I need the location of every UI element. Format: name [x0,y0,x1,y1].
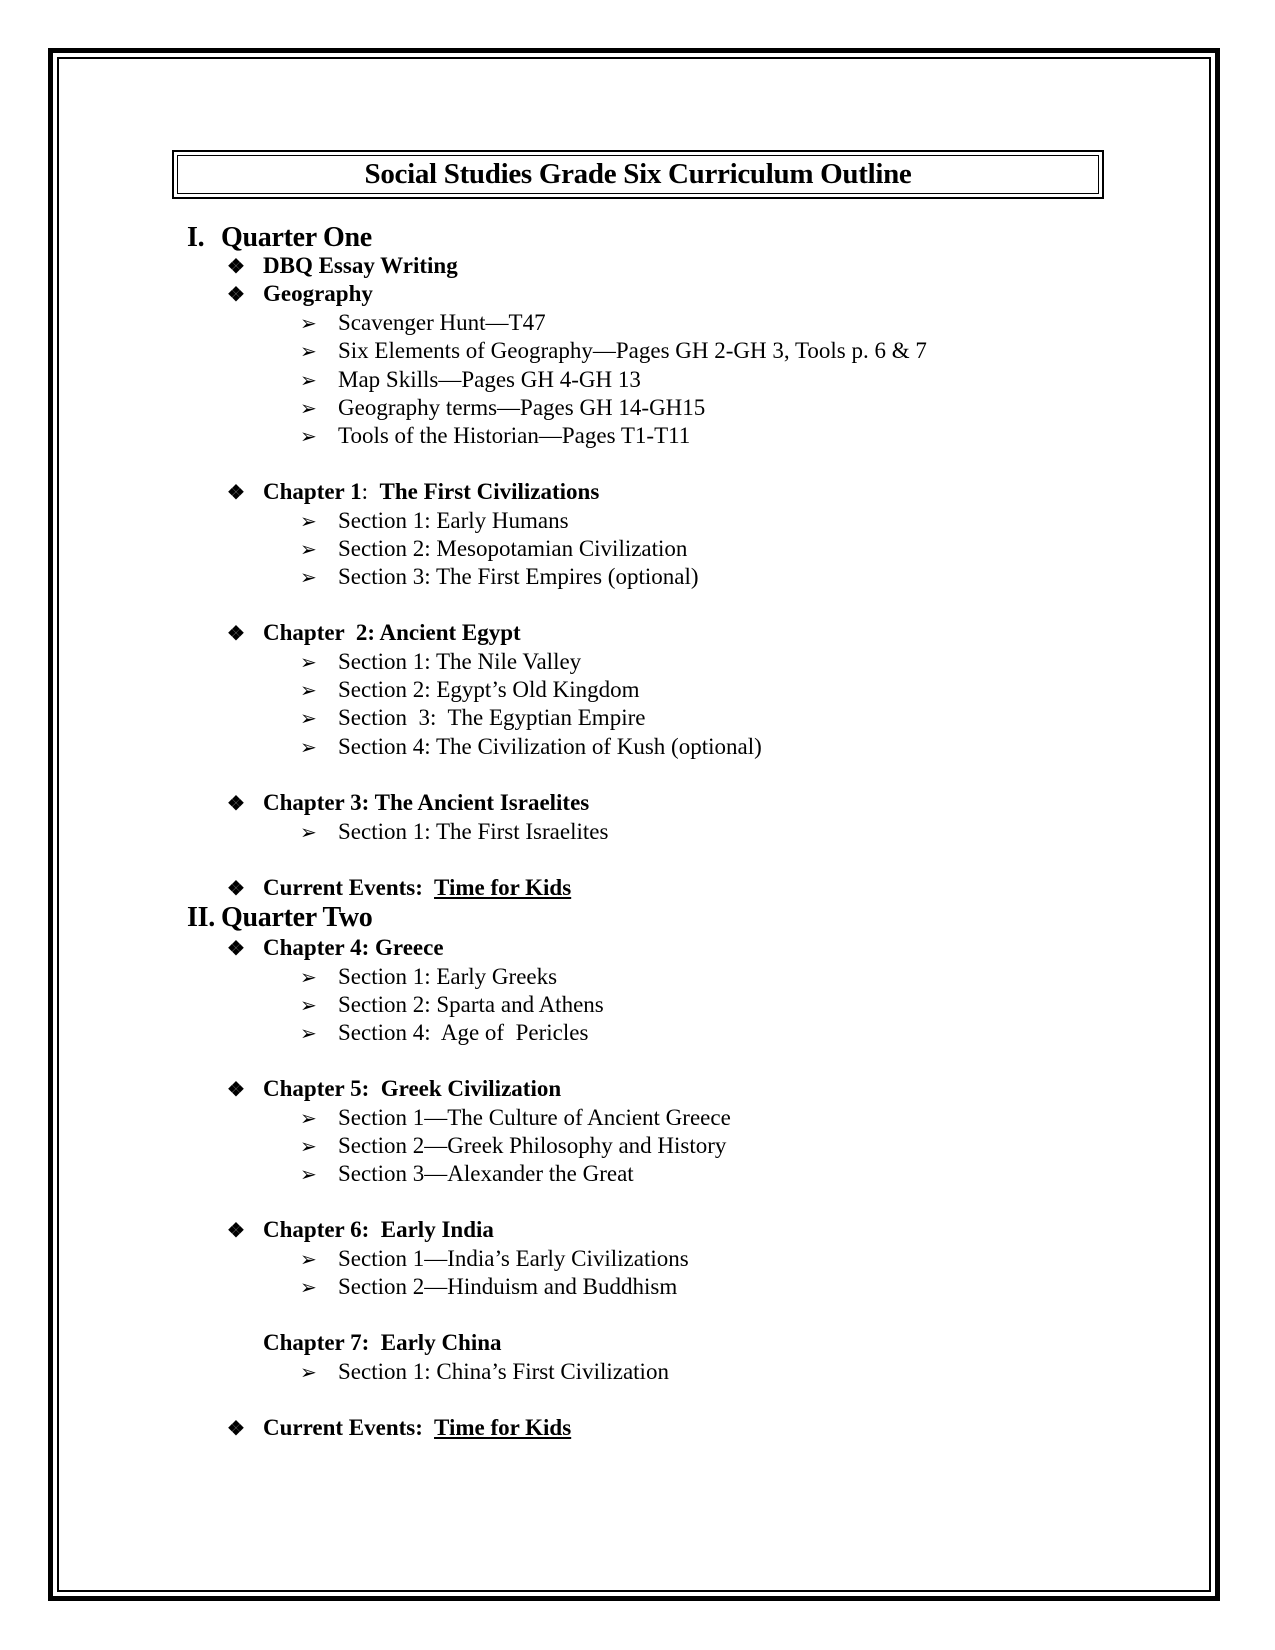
chapter-title: The First Civilizations [379,479,600,504]
list-item [300,1247,689,1270]
arrow-bullet-icon: ➢ [300,1108,317,1130]
diamond-bullet-icon: ❖ [227,623,245,645]
item-text: Section 4: The Civilization of Kush (optional) [338,734,762,759]
list-item [300,735,762,758]
item-text: Section 2—Hinduism and Buddhism [338,1274,678,1299]
list-item [300,311,546,334]
item-text: Section 3: The First Empires (optional) [338,564,699,589]
chapter-separator: : [361,479,380,504]
chapter-2-heading [227,621,521,644]
quarter-one-heading [187,224,372,252]
arrow-bullet-icon: ➢ [300,1164,317,1186]
arrow-bullet-icon: ➢ [300,567,317,589]
list-item [300,368,641,391]
chapter-label: Chapter 4: Greece [263,935,444,960]
chapter-3-heading [227,791,589,814]
diamond-bullet-icon: ❖ [227,1220,245,1242]
item-text: Section 2: Mesopotamian Civilization [338,536,688,561]
list-item [300,1021,588,1044]
item-text: Geography terms—Pages GH 14-GH15 [338,395,706,420]
diamond-bullet-icon: ❖ [227,878,245,900]
chapter-label: Chapter 5: Greek Civilization [263,1076,562,1101]
item-text: Section 1: The Nile Valley [338,649,582,674]
chapter-label: Chapter 7: Early China [263,1330,502,1355]
chapter-label: Chapter 2: Ancient Egypt [263,620,521,645]
item-text: Section 1: China’s First Civilization [338,1359,669,1384]
arrow-bullet-icon: ➢ [300,511,317,533]
item-text: Section 1—India’s Early Civilizations [338,1246,689,1271]
topic-label: DBQ Essay Writing [263,253,458,278]
item-text: Section 2: Egypt’s Old Kingdom [338,677,640,702]
list-item [300,706,645,729]
item-text: Tools of the Historian—Pages T1-T11 [338,423,691,448]
chapter-label: Chapter 6: Early India [263,1217,494,1242]
quarter-numeral: II. [187,902,215,933]
item-text: Scavenger Hunt—T47 [338,310,546,335]
item-text: Section 1: Early Greeks [338,964,558,989]
quarter-label: Quarter One [221,222,372,253]
list-item [300,339,927,362]
topic-dbq [227,254,458,277]
list-item [300,965,557,988]
arrow-bullet-icon: ➢ [300,967,317,989]
title-box [172,150,1104,199]
arrow-bullet-icon: ➢ [300,1277,317,1299]
item-text: Section 2—Greek Philosophy and History [338,1133,727,1158]
item-text: Section 1: Early Humans [338,508,569,533]
arrow-bullet-icon: ➢ [300,708,317,730]
list-item [300,565,699,588]
topic-label: Geography [263,281,373,306]
arrow-bullet-icon: ➢ [300,313,317,335]
arrow-bullet-icon: ➢ [300,426,317,448]
current-events-q2 [227,1416,571,1439]
arrow-bullet-icon: ➢ [300,398,317,420]
arrow-bullet-icon: ➢ [300,370,317,392]
list-item [300,1162,634,1185]
list-item [300,424,690,447]
diamond-bullet-icon: ❖ [227,256,245,278]
diamond-bullet-icon: ❖ [227,1079,245,1101]
item-text: Section 1: The First Israelites [338,819,609,844]
quarter-numeral: I. [187,222,205,253]
item-text: Section 3—Alexander the Great [338,1161,634,1186]
list-item [300,650,581,673]
item-text: Section 4: Age of Pericles [338,1020,589,1045]
current-events-q1 [227,876,571,899]
chapter-label: Chapter 3: The Ancient Israelites [263,790,590,815]
chapter-5-heading [227,1077,561,1100]
arrow-bullet-icon: ➢ [300,1362,317,1384]
list-item [300,537,687,560]
item-text: Six Elements of Geography—Pages GH 2-GH 3, Tools p. 6 & 7 [338,338,927,363]
time-for-kids-title: Time for Kids [434,875,572,900]
arrow-bullet-icon: ➢ [300,680,317,702]
diamond-bullet-icon: ❖ [227,938,245,960]
time-for-kids-title: Time for Kids [434,1415,572,1440]
list-item [300,820,608,843]
list-item [300,993,604,1016]
list-item [300,1360,669,1383]
arrow-bullet-icon: ➢ [300,737,317,759]
arrow-bullet-icon: ➢ [300,995,317,1017]
item-text: Map Skills—Pages GH 4-GH 13 [338,367,641,392]
chapter-1-heading [227,480,599,503]
list-item [300,509,569,532]
current-events-label: Current Events: [263,1415,435,1440]
chapter-prefix: Chapter 1 [263,479,362,504]
arrow-bullet-icon: ➢ [300,341,317,363]
item-text: Section 2: Sparta and Athens [338,992,604,1017]
list-item [300,1275,677,1298]
list-item [300,1134,726,1157]
diamond-bullet-icon: ❖ [227,284,245,306]
diamond-bullet-icon: ❖ [227,482,245,504]
list-item [300,1106,731,1129]
page-title: Social Studies Grade Six Curriculum Outline [364,158,912,190]
arrow-bullet-icon: ➢ [300,1249,317,1271]
chapter-6-heading [227,1218,494,1241]
item-text: Section 1—The Culture of Ancient Greece [338,1105,731,1130]
topic-geography [227,282,373,305]
quarter-label: Quarter Two [221,902,373,933]
arrow-bullet-icon: ➢ [300,822,317,844]
chapter-4-heading [227,936,444,959]
item-text: Section 3: The Egyptian Empire [338,705,646,730]
list-item [300,396,705,419]
arrow-bullet-icon: ➢ [300,1023,317,1045]
arrow-bullet-icon: ➢ [300,1136,317,1158]
diamond-bullet-icon: ❖ [227,1418,245,1440]
quarter-two-heading [187,904,372,932]
current-events-label: Current Events: [263,875,435,900]
list-item [300,678,640,701]
arrow-bullet-icon: ➢ [300,539,317,561]
diamond-bullet-icon: ❖ [227,793,245,815]
chapter-7-heading [263,1331,502,1354]
arrow-bullet-icon: ➢ [300,652,317,674]
